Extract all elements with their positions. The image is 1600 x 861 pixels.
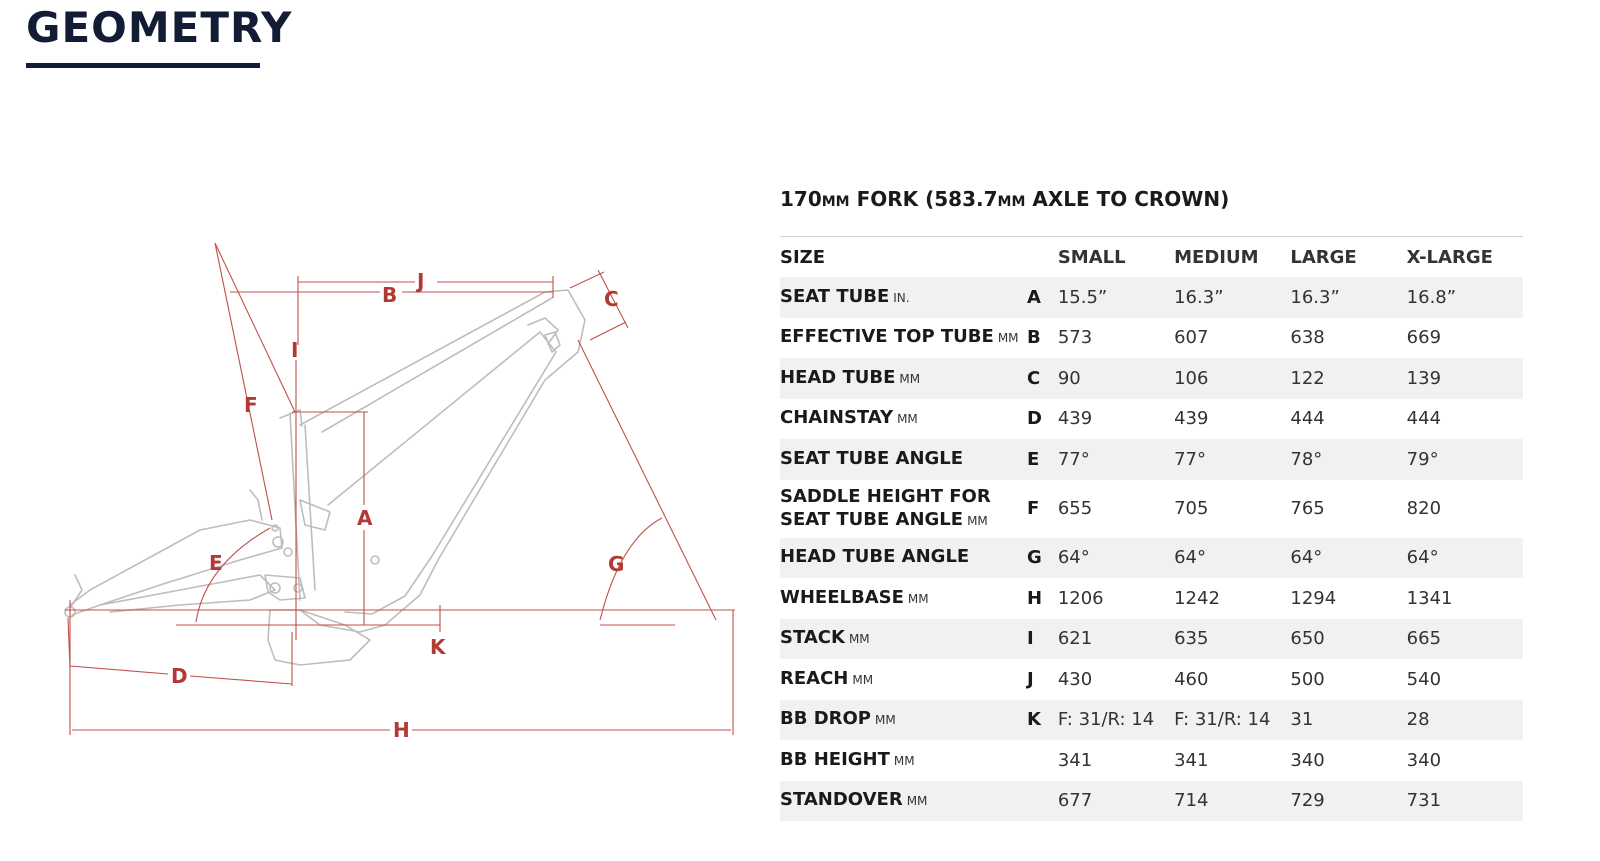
row-letter (1027, 740, 1058, 781)
row-label (780, 578, 1027, 619)
row-label (780, 480, 1027, 538)
table-row (780, 740, 1523, 781)
cell-medium: 705 (1174, 498, 1209, 519)
row-letter: B (1026, 327, 1041, 349)
cell-medium: 341 (1174, 749, 1209, 771)
row-unit: MM (897, 412, 918, 427)
row-unit: MM (967, 513, 988, 528)
cell-large: 64° (1290, 547, 1323, 569)
dimension-letter-k: K (430, 635, 446, 659)
cell-large: 444 (1290, 408, 1325, 430)
row-letter: C (1026, 367, 1041, 389)
fork-heading-main: 170 (780, 187, 822, 211)
geometry-table (780, 236, 1523, 821)
row-name-line-2: SEAT TUBE ANGLE (780, 508, 964, 530)
table-row (780, 781, 1523, 822)
row-unit: MM (997, 331, 1019, 346)
cell-large: 340 (1290, 749, 1325, 771)
column-header-large: LARGE (1290, 246, 1357, 268)
row-letter: E (1026, 448, 1040, 470)
row-unit: MM (893, 753, 915, 768)
row-unit: MM (906, 794, 928, 809)
cell-x-large: 665 (1406, 628, 1442, 650)
cell-x-large: 28 (1406, 709, 1430, 731)
dimension-letter-a: A (357, 506, 373, 530)
row-label (780, 277, 1027, 318)
dimension-letter-h: H (393, 718, 410, 742)
row-unit: MM (848, 632, 870, 647)
row-label (780, 358, 1027, 399)
cell-large: 500 (1290, 668, 1325, 690)
row-unit: MM (907, 591, 929, 606)
table-row (780, 439, 1523, 480)
table-row (780, 619, 1523, 660)
table-row (780, 358, 1523, 399)
row-letter: A (1026, 286, 1041, 308)
cell-small: 621 (1057, 628, 1093, 650)
cell-small: F: 31/R: 14 (1057, 709, 1155, 731)
cell-medium: 635 (1174, 628, 1209, 650)
column-header-small: SMALL (1057, 246, 1126, 268)
table-row (780, 538, 1523, 579)
cell-x-large: 139 (1406, 367, 1442, 389)
dimension-letter-j: J (417, 269, 425, 293)
row-name: EFFECTIVE TOP TUBE (780, 326, 994, 348)
column-header-medium: MEDIUM (1174, 246, 1259, 268)
cell-medium: 460 (1174, 668, 1209, 690)
column-header-size: SIZE (780, 246, 826, 268)
row-name: BB DROP (780, 708, 872, 730)
fork-heading (780, 187, 1229, 211)
row-name: STANDOVER (780, 789, 903, 811)
cell-x-large: 731 (1406, 790, 1442, 812)
row-name: STACK (780, 627, 845, 649)
cell-medium: 439 (1174, 408, 1209, 430)
row-letter: I (1026, 628, 1034, 650)
dimension-letter-g: G (608, 552, 625, 576)
cell-medium: 106 (1174, 367, 1209, 389)
table-row (780, 399, 1523, 440)
cell-large: 1294 (1290, 587, 1337, 609)
column-header-letter (1027, 237, 1058, 278)
row-name: HEAD TUBE (780, 366, 896, 388)
fork-heading-unit-2: MM (997, 194, 1026, 210)
cell-medium: 714 (1174, 790, 1209, 812)
row-name: REACH (780, 667, 849, 689)
dimension-letter-d: D (171, 664, 188, 688)
dimension-letter-c: C (604, 287, 619, 311)
page-title: GEOMETRY (26, 3, 293, 52)
fork-heading-unit-1: MM (821, 194, 850, 210)
fork-heading-end: AXLE TO CROWN) (1025, 187, 1230, 211)
row-label (780, 740, 1027, 781)
row-letter: J (1026, 668, 1034, 690)
row-name: SADDLE HEIGHT FOR (780, 485, 991, 507)
row-name: CHAINSTAY (780, 407, 894, 429)
cell-medium: 16.3” (1174, 286, 1224, 308)
table-header-row (780, 237, 1523, 278)
row-letter: H (1026, 587, 1043, 609)
row-unit: IN. (893, 290, 910, 305)
cell-large: 765 (1290, 498, 1325, 519)
cell-small: 90 (1057, 367, 1081, 389)
cell-large: 122 (1290, 367, 1325, 389)
cell-x-large: 820 (1406, 498, 1442, 519)
row-name: HEAD TUBE ANGLE (780, 546, 970, 568)
row-letter: G (1026, 547, 1042, 569)
cell-large: 638 (1290, 327, 1325, 349)
row-letter: K (1026, 709, 1041, 731)
row-unit: MM (875, 713, 896, 728)
cell-small: 430 (1057, 668, 1093, 690)
dimension-letter-e: E (209, 551, 223, 575)
dimension-letter-i: I (291, 338, 299, 362)
cell-x-large: 669 (1406, 327, 1442, 349)
cell-x-large: 444 (1406, 408, 1442, 430)
dimension-letter-f: F (244, 393, 258, 417)
dimension-lines (65, 243, 735, 735)
cell-large: 31 (1290, 709, 1314, 731)
row-label (780, 659, 1027, 700)
cell-x-large: 540 (1406, 668, 1442, 690)
cell-medium: 1242 (1174, 587, 1220, 609)
row-name: SEAT TUBE (780, 285, 890, 307)
fork-heading-mid: FORK (583.7 (849, 187, 998, 211)
dimension-letter-b: B (382, 283, 398, 307)
cell-medium: 607 (1174, 327, 1209, 349)
cell-small: 1206 (1057, 587, 1104, 609)
row-letter: F (1026, 498, 1040, 519)
row-label (780, 700, 1027, 741)
row-name: WHEELBASE (780, 586, 904, 608)
row-label (780, 781, 1027, 822)
cell-x-large: 1341 (1406, 587, 1453, 609)
cell-large: 16.3” (1290, 286, 1340, 308)
table-row (780, 700, 1523, 741)
cell-x-large: 79° (1406, 448, 1439, 470)
row-label (780, 439, 1027, 480)
cell-medium: 64° (1174, 547, 1207, 569)
cell-small: 655 (1057, 498, 1093, 519)
cell-small: 341 (1057, 749, 1093, 771)
row-unit: MM (899, 371, 921, 386)
cell-large: 78° (1290, 448, 1323, 470)
frame-outline (65, 290, 585, 665)
cell-medium: 77° (1174, 448, 1207, 470)
table-row (780, 318, 1523, 359)
title-underline (26, 63, 260, 68)
cell-large: 650 (1290, 628, 1325, 650)
cell-small: 15.5” (1057, 286, 1108, 308)
cell-small: 77° (1057, 448, 1090, 470)
cell-x-large: 16.8” (1406, 286, 1457, 308)
frame-geometry-diagram (40, 225, 760, 765)
row-label (780, 399, 1027, 440)
cell-small: 64° (1057, 547, 1090, 569)
cell-small: 677 (1057, 790, 1093, 812)
row-label (780, 318, 1027, 359)
table-row (780, 659, 1523, 700)
cell-medium: F: 31/R: 14 (1174, 709, 1271, 731)
table-row (780, 480, 1523, 538)
row-letter: D (1026, 408, 1042, 430)
row-name: BB HEIGHT (780, 748, 890, 770)
row-name: SEAT TUBE ANGLE (780, 447, 964, 469)
row-letter (1027, 781, 1058, 822)
row-label (780, 619, 1027, 660)
cell-x-large: 340 (1406, 749, 1442, 771)
row-unit: MM (852, 672, 874, 687)
cell-small: 439 (1057, 408, 1093, 430)
cell-x-large: 64° (1406, 547, 1439, 569)
row-label (780, 538, 1027, 579)
table-row (780, 578, 1523, 619)
column-header-x-large: X-LARGE (1406, 246, 1493, 268)
cell-small: 573 (1057, 327, 1093, 349)
table-row (780, 277, 1523, 318)
cell-large: 729 (1290, 790, 1325, 812)
